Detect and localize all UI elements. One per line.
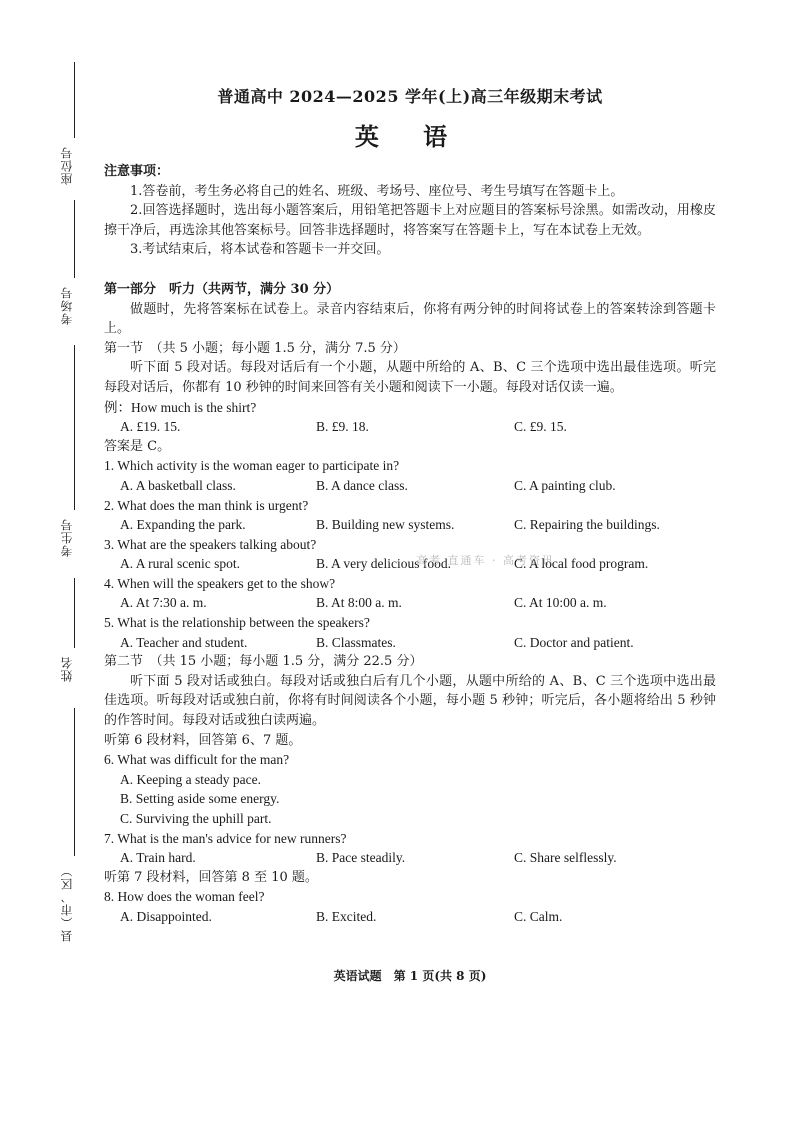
- option-b: B. Classmates.: [316, 634, 396, 650]
- option-c: C. A painting club.: [514, 477, 616, 493]
- option-c: C. At 10:00 a. m.: [514, 595, 607, 611]
- question-8: 8. How does the woman feel?: [104, 889, 265, 905]
- option-c: C. Share selflessly.: [514, 850, 617, 866]
- margin-label-name: 姓名: [60, 656, 74, 682]
- question-7: 7. What is the man's advice for new runners?: [104, 830, 347, 846]
- material-7-instruction: 听第 7 段材料，回答第 8 至 10 题。: [104, 869, 318, 885]
- subject-title: 英 语: [354, 122, 466, 151]
- question-6-option-c: C. Surviving the uphill part.: [120, 811, 272, 826]
- option-c: C. Calm.: [514, 908, 563, 924]
- margin-label-student-id: 考生号: [60, 518, 74, 557]
- option-a: A. A rural scenic spot.: [120, 556, 240, 572]
- question-3-options: [104, 554, 716, 574]
- margin-label-exam-room: 考场号: [60, 286, 74, 325]
- option-b: B. Building new systems.: [316, 517, 455, 533]
- question-6: 6. What was difficult for the man?: [104, 752, 290, 768]
- part1-intro: 做题时，先将答案标在试卷上。录音内容结束后，你将有两分钟的时间将试卷上的答案转涂到答题卡上。: [104, 301, 716, 337]
- question-5-options: [104, 633, 716, 653]
- option-b: B. Pace steadily.: [316, 850, 406, 866]
- example-option-a: A. £19. 15.: [120, 419, 181, 435]
- margin-line: [74, 200, 75, 278]
- option-c: C. Repairing the buildings.: [514, 517, 660, 533]
- question-4-options: [104, 593, 716, 613]
- option-a: A. Train hard.: [120, 850, 196, 866]
- note-item: 3.考试结束后，将本试卷和答题卡一并交回。: [130, 242, 390, 258]
- example-question: 例：How much is the shirt?: [104, 399, 257, 415]
- margin-line: [74, 62, 75, 138]
- margin-field-name: [58, 578, 78, 698]
- option-a: A. Teacher and student.: [120, 634, 248, 650]
- margin-label-seat: 座位号: [60, 146, 74, 185]
- question-1-options: [104, 476, 716, 496]
- question-8-options: [104, 907, 716, 927]
- material-6-instruction: 听第 6 段材料，回答第 6、7 题。: [104, 732, 302, 748]
- question-2: 2. What does the man think is urgent?: [104, 497, 309, 513]
- option-c: C. Doctor and patient.: [514, 634, 634, 650]
- exam-title: 普通高中 2024—2025 学年(上)高三年级期末考试: [217, 87, 603, 106]
- margin-line: [74, 708, 75, 856]
- question-3: 3. What are the speakers talking about?: [104, 536, 317, 552]
- margin-field-seat: [58, 62, 78, 192]
- question-6-option-a: A. Keeping a steady pace.: [120, 771, 261, 787]
- question-6-option-b: B. Setting aside some energy.: [120, 791, 280, 807]
- note-item: 1.答卷前，考生务必将自己的姓名、班级、考场号、座位号、考生号填写在答题卡上。: [130, 183, 624, 199]
- page-footer: 英语试题 第 1 页(共 8 页): [333, 969, 487, 983]
- question-5: 5. What is the relationship between the speakers?: [104, 615, 370, 631]
- exam-content: [104, 162, 716, 927]
- margin-line: [74, 345, 75, 510]
- option-a: A. Expanding the park.: [120, 517, 246, 533]
- section1-intro: 听下面 5 段对话。每段对话后有一个小题，从题中所给的 A、B、C 三个选项中选出最佳选项。听完每段对话后，你都有 10 秒钟的时间来回答有关小题和阅读下一小题。每段对话仅读一遍。: [104, 360, 716, 395]
- option-a: A. Disappointed.: [120, 908, 212, 924]
- margin-field-county: [58, 708, 78, 942]
- margin-field-exam-room: [58, 200, 78, 330]
- option-a: A. At 7:30 a. m.: [120, 595, 207, 611]
- section1-heading: 第一节 （共 5 小题；每小题 1.5 分，满分 7.5 分）: [104, 340, 406, 356]
- question-7-options: [104, 848, 716, 868]
- watermark-text: 高考 直通车 · 高考资讯: [416, 554, 555, 567]
- question-4: 4. When will the speakers get to the show?: [104, 575, 336, 591]
- section2-intro: 听下面 5 段对话或独白。每段对话或独白后有几个小题，从题中所给的 A、B、C 三个选项中选出最佳选项。听每段对话或独白前，你将有时间阅读各个小题，每小题 5 秒钟；听完后，各小题将给出 5 秒钟的作答时间。每段对话或独白读两遍。: [104, 673, 716, 729]
- example-option-c: C. £9. 15.: [514, 419, 567, 435]
- notes-heading: 注意事项：: [104, 164, 170, 179]
- example-options: [104, 417, 716, 437]
- question-1: 1. Which activity is the woman eager to participate in?: [104, 458, 400, 474]
- margin-line: [74, 578, 75, 648]
- option-b: B. Excited.: [316, 908, 377, 924]
- option-c: C. A local food program.: [514, 556, 649, 572]
- option-a: A. A basketball class.: [120, 477, 236, 493]
- option-b: B. At 8:00 a. m.: [316, 595, 402, 611]
- example-option-b: B. £9. 18.: [316, 419, 369, 435]
- option-b: B. A dance class.: [316, 477, 408, 493]
- margin-field-student-id: [58, 345, 78, 565]
- option-b: B. A very delicious food.: [316, 556, 451, 572]
- margin-label-county: 县（市、区）: [60, 864, 74, 942]
- part1-heading: 第一部分 听力（共两节，满分 30 分）: [104, 281, 340, 297]
- section2-heading: 第二节 （共 15 小题；每小题 1.5 分，满分 22.5 分）: [104, 654, 423, 670]
- note-item: 2.回答选择题时，选出每小题答案后，用铅笔把答题卡上对应题目的答案标号涂黑。如需改动，用橡皮擦干净后，再选涂其他答案标号。回答非选择题时，将答案写在答题卡上，写在本试卷上无效。: [104, 203, 716, 238]
- question-2-options: [104, 515, 716, 535]
- example-answer: 答案是 C。: [104, 438, 171, 454]
